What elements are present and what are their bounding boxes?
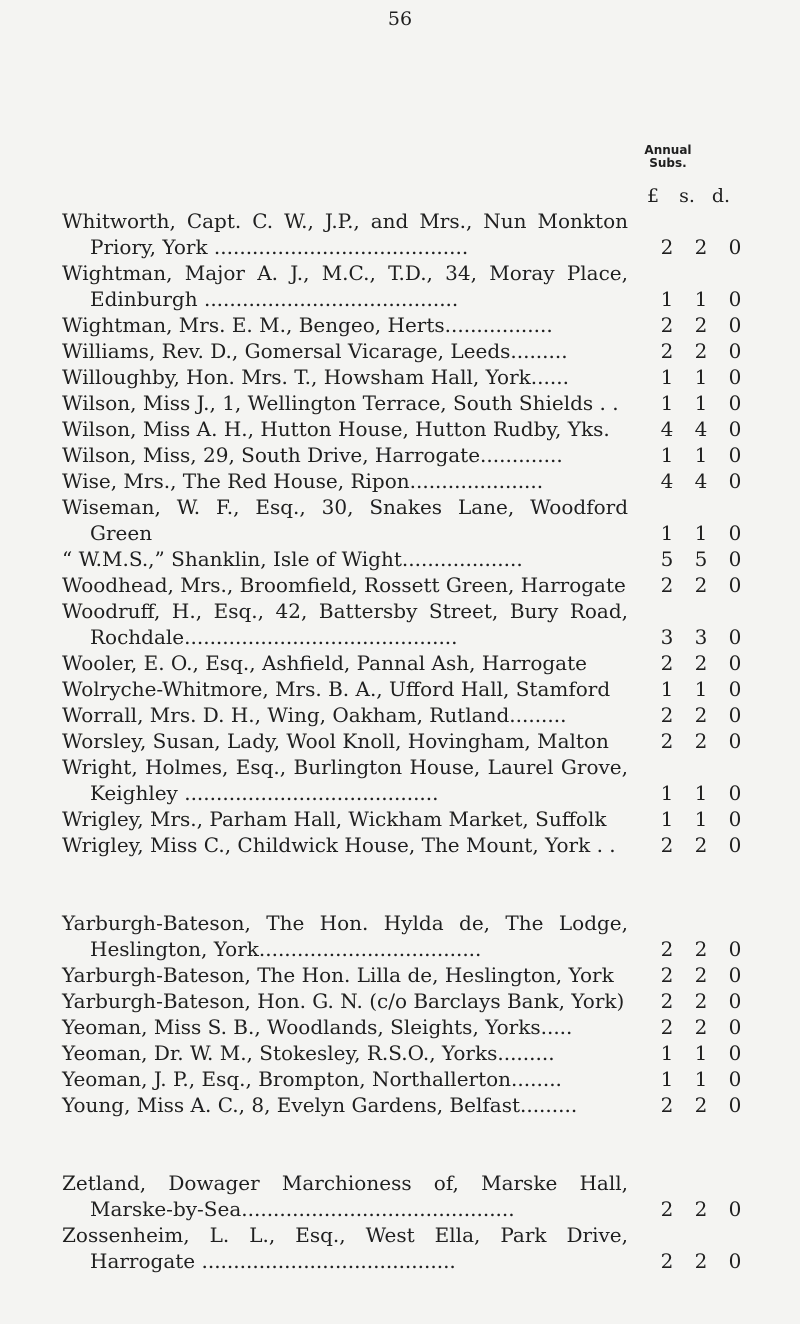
amount-pence: 0 <box>728 313 742 337</box>
subscriber-name-address: Wright, Holmes, Esq., Burlington House, Laurel Grove, Keighley ........................................ <box>62 755 635 805</box>
page-number: 56 <box>387 8 413 30</box>
subscriber-name-address: Wrigley, Miss C., Childwick House, The Mount, York . . <box>62 833 616 857</box>
group-separator <box>62 858 752 910</box>
subscription-amount <box>650 234 752 260</box>
amount-pounds: 1 <box>660 443 674 467</box>
amount-pence: 0 <box>728 391 742 415</box>
subscriber-entry <box>62 572 752 598</box>
subscriber-entry <box>62 1040 752 1066</box>
subscriber-entry <box>62 1222 752 1274</box>
amount-pounds: 2 <box>660 1249 674 1273</box>
subscriber-group <box>62 910 752 1118</box>
amount-shillings: 2 <box>694 1015 708 1039</box>
unit-pence: d. <box>711 185 731 207</box>
subscriber-entry <box>62 312 752 338</box>
subscription-amount <box>650 676 752 702</box>
amount-pounds: 2 <box>660 1093 674 1117</box>
subscriber-entry <box>62 338 752 364</box>
amount-shillings: 2 <box>694 339 708 363</box>
unit-pounds: £ <box>646 185 660 207</box>
amount-shillings: 1 <box>694 391 708 415</box>
currency-units <box>636 185 738 207</box>
amount-shillings: 2 <box>694 729 708 753</box>
amount-pounds: 2 <box>660 703 674 727</box>
amount-pence: 0 <box>728 703 742 727</box>
subscriber-name-address: Young, Miss A. C., 8, Evelyn Gardens, Belfast......... <box>62 1093 578 1117</box>
subscriber-entry <box>62 598 752 650</box>
subscription-amount <box>650 1092 752 1118</box>
amount-pence: 0 <box>728 1249 742 1273</box>
amount-pounds: 1 <box>660 521 674 545</box>
amount-shillings: 2 <box>694 989 708 1013</box>
amount-shillings: 1 <box>694 677 708 701</box>
subscription-amount <box>650 1196 752 1222</box>
amount-pence: 0 <box>728 365 742 389</box>
amount-pence: 0 <box>728 651 742 675</box>
subscriber-entry <box>62 1170 752 1222</box>
amount-pounds: 4 <box>660 417 674 441</box>
amount-pence: 0 <box>728 469 742 493</box>
subscription-amount <box>650 416 752 442</box>
amount-pence: 0 <box>728 963 742 987</box>
subscriber-entry <box>62 728 752 754</box>
amount-pounds: 1 <box>660 1067 674 1091</box>
subscriber-entry <box>62 208 752 260</box>
subscription-amount <box>650 702 752 728</box>
amount-shillings: 1 <box>694 443 708 467</box>
subscriber-name-address: Wrigley, Mrs., Parham Hall, Wickham Market, Suffolk <box>62 807 607 831</box>
amount-shillings: 2 <box>694 1197 708 1221</box>
subscription-amount <box>650 1040 752 1066</box>
subscriber-list <box>62 208 752 1274</box>
subscription-amount <box>650 468 752 494</box>
subscriber-name-address: Wooler, E. O., Esq., Ashfield, Pannal Ash, Harrogate <box>62 651 587 675</box>
subscription-amount <box>650 624 752 650</box>
amount-pence: 0 <box>728 781 742 805</box>
amount-shillings: 1 <box>694 521 708 545</box>
amount-pounds: 1 <box>660 1041 674 1065</box>
subscriber-name-address: Wightman, Mrs. E. M., Bengeo, Herts................. <box>62 313 553 337</box>
subscriber-entry <box>62 676 752 702</box>
amount-shillings: 2 <box>694 235 708 259</box>
subscriber-name-address: Yeoman, Miss S. B., Woodlands, Sleights, Yorks..... <box>62 1015 573 1039</box>
subscriber-entry <box>62 962 752 988</box>
subscription-amount <box>650 988 752 1014</box>
subscriber-name-address: Wise, Mrs., The Red House, Ripon..................... <box>62 469 544 493</box>
subscriber-entry <box>62 1066 752 1092</box>
subscription-amount <box>650 936 752 962</box>
amount-shillings: 2 <box>694 833 708 857</box>
amount-pounds: 2 <box>660 1015 674 1039</box>
amount-pence: 0 <box>728 833 742 857</box>
subscription-amount <box>650 728 752 754</box>
amount-pounds: 2 <box>660 573 674 597</box>
amount-pence: 0 <box>728 339 742 363</box>
subscriber-name-address: Worrall, Mrs. D. H., Wing, Oakham, Rutland......... <box>62 703 567 727</box>
subscriber-name-address: Wilson, Miss J., 1, Wellington Terrace, South Shields . . <box>62 391 619 415</box>
subscriber-name-address: Zetland, Dowager Marchioness of, Marske Hall, Marske-by-Sea........................................... <box>62 1171 635 1221</box>
subscriber-entry <box>62 468 752 494</box>
amount-pence: 0 <box>728 625 742 649</box>
column-header-line1: Annual <box>644 143 692 157</box>
subscription-amount <box>650 1014 752 1040</box>
amount-shillings: 2 <box>694 703 708 727</box>
subscription-amount <box>650 1066 752 1092</box>
subscriber-name-address: Zossenheim, L. L., Esq., West Ella, Park Drive, Harrogate ........................................ <box>62 1223 635 1273</box>
subscription-amount <box>650 1248 752 1274</box>
amount-pounds: 1 <box>660 287 674 311</box>
amount-pence: 0 <box>728 287 742 311</box>
amount-shillings: 2 <box>694 963 708 987</box>
subscriber-entry <box>62 494 752 546</box>
column-header <box>626 144 710 170</box>
subscriber-name-address: Williams, Rev. D., Gomersal Vicarage, Leeds......... <box>62 339 568 363</box>
subscription-amount <box>650 832 752 858</box>
subscriber-entry <box>62 988 752 1014</box>
amount-pounds: 2 <box>660 833 674 857</box>
amount-shillings: 1 <box>694 287 708 311</box>
amount-pounds: 2 <box>660 235 674 259</box>
subscription-amount <box>650 650 752 676</box>
subscriber-name-address: Yarburgh-Bateson, The Hon. Lilla de, Heslington, York <box>62 963 614 987</box>
amount-pounds: 2 <box>660 651 674 675</box>
amount-shillings: 4 <box>694 417 708 441</box>
amount-pence: 0 <box>728 989 742 1013</box>
subscriber-entry <box>62 260 752 312</box>
amount-pence: 0 <box>728 235 742 259</box>
column-header-line2: Subs. <box>649 156 687 170</box>
amount-pounds: 1 <box>660 677 674 701</box>
subscription-amount <box>650 520 752 546</box>
subscriber-entry <box>62 1092 752 1118</box>
unit-shillings: s. <box>679 185 695 207</box>
amount-pence: 0 <box>728 417 742 441</box>
amount-shillings: 2 <box>694 1093 708 1117</box>
amount-pounds: 3 <box>660 625 674 649</box>
subscriber-entry <box>62 390 752 416</box>
subscriber-name-address: Woodruff, H., Esq., 42, Battersby Street, Bury Road, Rochdale........................................... <box>62 599 635 649</box>
amount-pence: 0 <box>728 1093 742 1117</box>
subscription-amount <box>650 390 752 416</box>
amount-pounds: 2 <box>660 339 674 363</box>
subscriber-name-address: Wightman, Major A. J., M.C., T.D., 34, Moray Place, Edinburgh ........................................ <box>62 261 635 311</box>
subscriber-entry <box>62 806 752 832</box>
subscriber-group <box>62 208 752 858</box>
subscriber-name-address: Yeoman, Dr. W. M., Stokesley, R.S.O., Yorks......... <box>62 1041 555 1065</box>
subscriber-name-address: Worsley, Susan, Lady, Wool Knoll, Hovingham, Malton <box>62 729 609 753</box>
amount-pounds: 4 <box>660 469 674 493</box>
subscriber-entry <box>62 1014 752 1040</box>
subscription-amount <box>650 780 752 806</box>
amount-pence: 0 <box>728 937 742 961</box>
subscriber-entry <box>62 364 752 390</box>
subscriber-name-address: “ W.M.S.,” Shanklin, Isle of Wight................... <box>62 547 523 571</box>
subscription-amount <box>650 364 752 390</box>
subscriber-group <box>62 1170 752 1274</box>
amount-pence: 0 <box>728 443 742 467</box>
amount-shillings: 1 <box>694 365 708 389</box>
amount-pence: 0 <box>728 807 742 831</box>
subscriber-name-address: Wiseman, W. F., Esq., 30, Snakes Lane, Woodford Green <box>62 495 635 545</box>
amount-pence: 0 <box>728 521 742 545</box>
subscriber-name-address: Woodhead, Mrs., Broomfield, Rossett Green, Harrogate <box>62 573 626 597</box>
subscription-amount <box>650 546 752 572</box>
subscriber-entry <box>62 754 752 806</box>
amount-shillings: 1 <box>694 781 708 805</box>
amount-shillings: 3 <box>694 625 708 649</box>
amount-pounds: 1 <box>660 807 674 831</box>
amount-shillings: 1 <box>694 1067 708 1091</box>
subscription-amount <box>650 442 752 468</box>
amount-pence: 0 <box>728 573 742 597</box>
amount-shillings: 5 <box>694 547 708 571</box>
subscriber-entry <box>62 832 752 858</box>
subscription-amount <box>650 312 752 338</box>
amount-pounds: 2 <box>660 963 674 987</box>
subscriber-entry <box>62 910 752 962</box>
amount-shillings: 4 <box>694 469 708 493</box>
amount-shillings: 2 <box>694 937 708 961</box>
subscriber-entry <box>62 650 752 676</box>
subscription-amount <box>650 572 752 598</box>
subscriber-entry <box>62 442 752 468</box>
subscriber-name-address: Willoughby, Hon. Mrs. T., Howsham Hall, York...... <box>62 365 569 389</box>
amount-shillings: 2 <box>694 313 708 337</box>
amount-pence: 0 <box>728 1015 742 1039</box>
subscription-amount <box>650 806 752 832</box>
subscription-amount <box>650 338 752 364</box>
amount-pounds: 2 <box>660 937 674 961</box>
amount-shillings: 2 <box>694 573 708 597</box>
amount-shillings: 2 <box>694 651 708 675</box>
amount-pounds: 2 <box>660 989 674 1013</box>
amount-pence: 0 <box>728 1041 742 1065</box>
amount-shillings: 1 <box>694 807 708 831</box>
subscription-amount <box>650 962 752 988</box>
subscriber-name-address: Wilson, Miss A. H., Hutton House, Hutton Rudby, Yks. <box>62 417 610 441</box>
amount-shillings: 2 <box>694 1249 708 1273</box>
subscription-amount <box>650 286 752 312</box>
amount-pounds: 1 <box>660 365 674 389</box>
amount-pounds: 5 <box>660 547 674 571</box>
subscriber-name-address: Whitworth, Capt. C. W., J.P., and Mrs., Nun Monkton Priory, York ........................................ <box>62 209 635 259</box>
amount-pounds: 2 <box>660 1197 674 1221</box>
amount-pounds: 1 <box>660 781 674 805</box>
amount-pounds: 1 <box>660 391 674 415</box>
amount-pence: 0 <box>728 1197 742 1221</box>
amount-pence: 0 <box>728 1067 742 1091</box>
subscriber-name-address: Wilson, Miss, 29, South Drive, Harrogate............. <box>62 443 563 467</box>
amount-pence: 0 <box>728 547 742 571</box>
group-separator <box>62 1118 752 1170</box>
amount-pounds: 2 <box>660 313 674 337</box>
subscriber-entry <box>62 546 752 572</box>
subscriber-entry <box>62 416 752 442</box>
amount-pence: 0 <box>728 677 742 701</box>
amount-pounds: 2 <box>660 729 674 753</box>
subscriber-name-address: Yarburgh-Bateson, Hon. G. N. (c/o Barclays Bank, York) <box>62 989 625 1013</box>
subscriber-name-address: Yarburgh-Bateson, The Hon. Hylda de, The Lodge, Heslington, York................................... <box>62 911 635 961</box>
amount-shillings: 1 <box>694 1041 708 1065</box>
subscriber-entry <box>62 702 752 728</box>
amount-pence: 0 <box>728 729 742 753</box>
subscriber-name-address: Wolryche-Whitmore, Mrs. B. A., Ufford Hall, Stamford <box>62 677 611 701</box>
subscriber-name-address: Yeoman, J. P., Esq., Brompton, Northallerton........ <box>62 1067 562 1091</box>
